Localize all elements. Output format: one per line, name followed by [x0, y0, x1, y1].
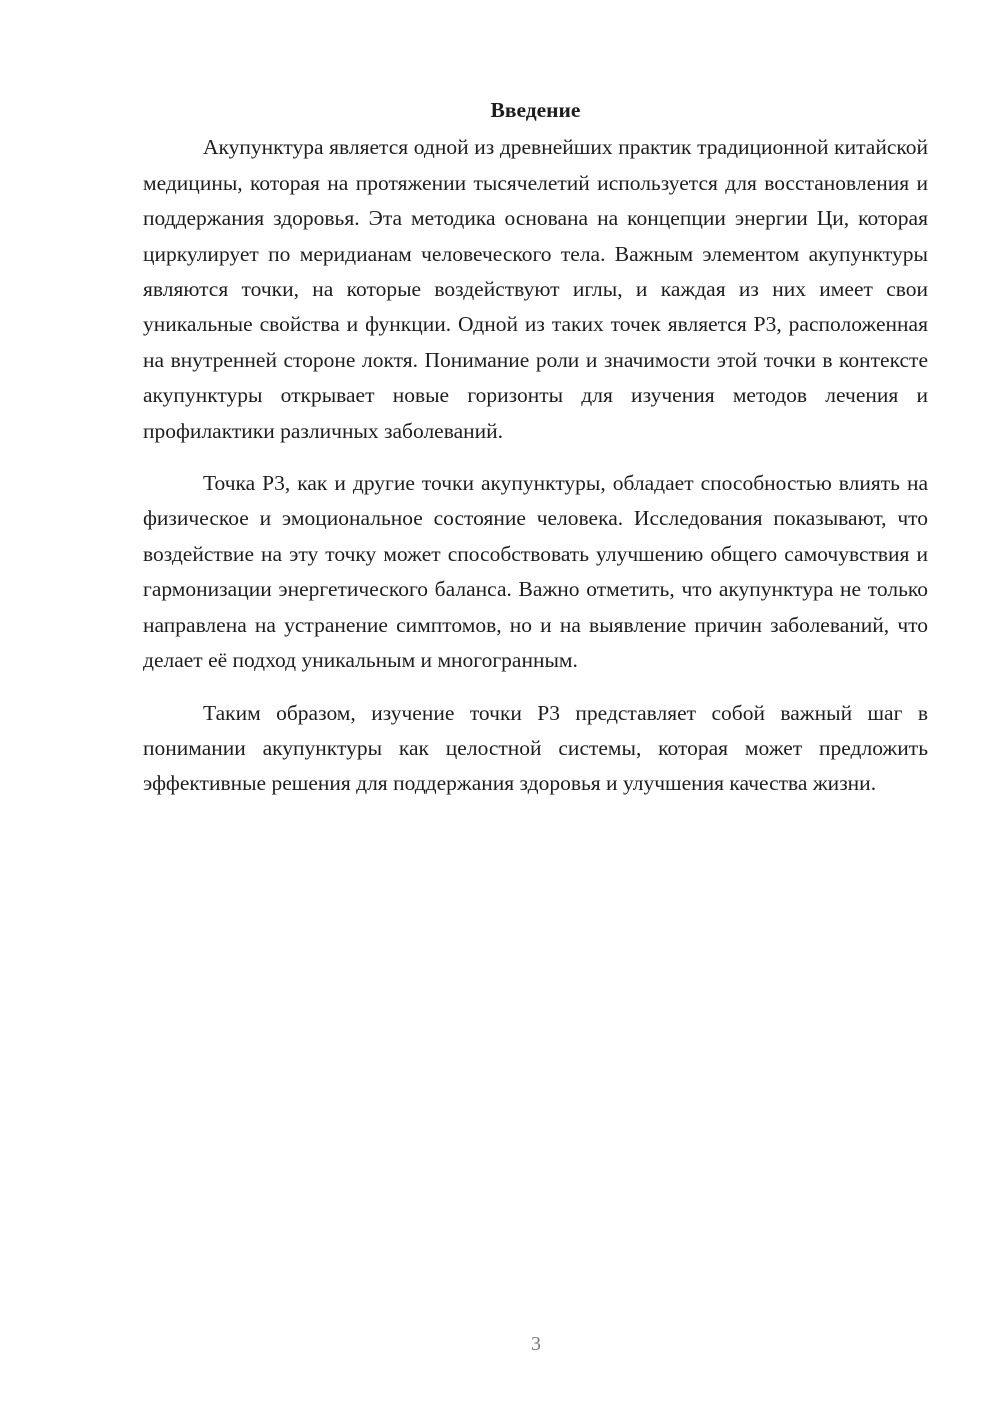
- page-content: [143, 93, 928, 802]
- section-title: Введение: [490, 98, 581, 122]
- paragraph-2: Точка P3, как и другие точки акупунктуры, обладает способностью влиять на физическое и эмоциональное состояние человека. Исследования показывают, что воздействие на эту точку может способствовать улучшению общего самочувствия и гармонизации энергетического баланса. Важно отметить, что акупунктура не только направлена на устранение симптомов, но и на выявление причин заболеваний, что делает её подход уникальным и многогранным.: [143, 471, 928, 673]
- paragraph-3: Таким образом, изучение точки P3 представляет собой важный шаг в понимании акупунктуры как целостной системы, которая может предложить эффективные решения для поддержания здоровья и улучшения качества жизни.: [143, 700, 928, 796]
- paragraph-1: Акупунктура является одной из древнейших практик традиционной китайской медицины, которая на протяжении тысячелетий используется для восстановления и поддержания здоровья. Эта методика основана на концепции энергии Ци, которая циркулирует по меридианам человеческого тела. Важным элементом акупунктуры являются точки, на которые воздействуют иглы, и каждая из них имеет свои уникальные свойства и функции. Одной из таких точек является P3, расположенная на внутренней стороне локтя. Понимание роли и значимости этой точки в контексте акупунктуры открывает новые горизонты для изучения методов лечения и профилактики различных заболеваний.: [143, 135, 928, 443]
- page-number: 3: [531, 1333, 541, 1355]
